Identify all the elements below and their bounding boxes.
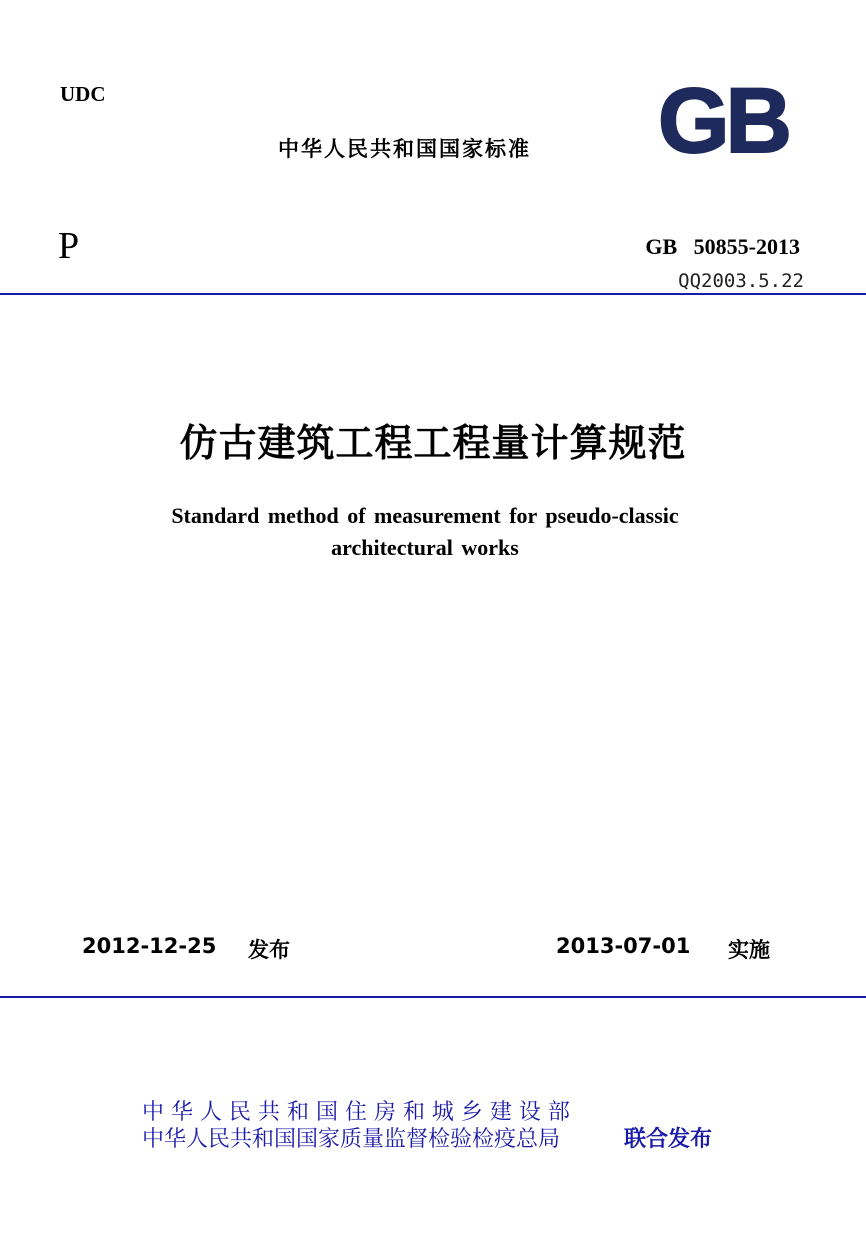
gb-logo xyxy=(643,78,803,160)
title-english-line2: architectural works xyxy=(331,535,519,560)
issuer-aqsiq: 中华人民共和国国家质量监督检验检疫总局 xyxy=(142,1127,561,1152)
bottom-divider xyxy=(0,996,866,998)
issuer-ministry: 中 华 人 民 共 和 国 住 房 和 城 乡 建 设 部 xyxy=(142,1100,570,1125)
title-english xyxy=(0,500,850,564)
effective-label: 实施 xyxy=(728,938,770,962)
top-divider xyxy=(0,293,866,295)
joint-publish-label: 联合发布 xyxy=(624,1127,713,1152)
classification-code: P xyxy=(58,225,80,267)
effective-date: 2013-07-01 xyxy=(556,934,691,958)
gb-logo-text: GB xyxy=(658,78,788,160)
publish-label: 发布 xyxy=(248,938,290,962)
title-english-line1: Standard method of measurement for pseudo-classic xyxy=(171,503,679,528)
handwritten-note: QQ2003.5.22 xyxy=(678,270,804,292)
udc-label: UDC xyxy=(60,82,106,106)
national-standard-label: 中华人民共和国国家标准 xyxy=(278,137,531,161)
publish-date: 2012-12-25 xyxy=(82,934,217,958)
standard-code: GB 50855-2013 xyxy=(645,234,800,259)
title-chinese: 仿古建筑工程工程量计算规范 xyxy=(179,420,687,465)
